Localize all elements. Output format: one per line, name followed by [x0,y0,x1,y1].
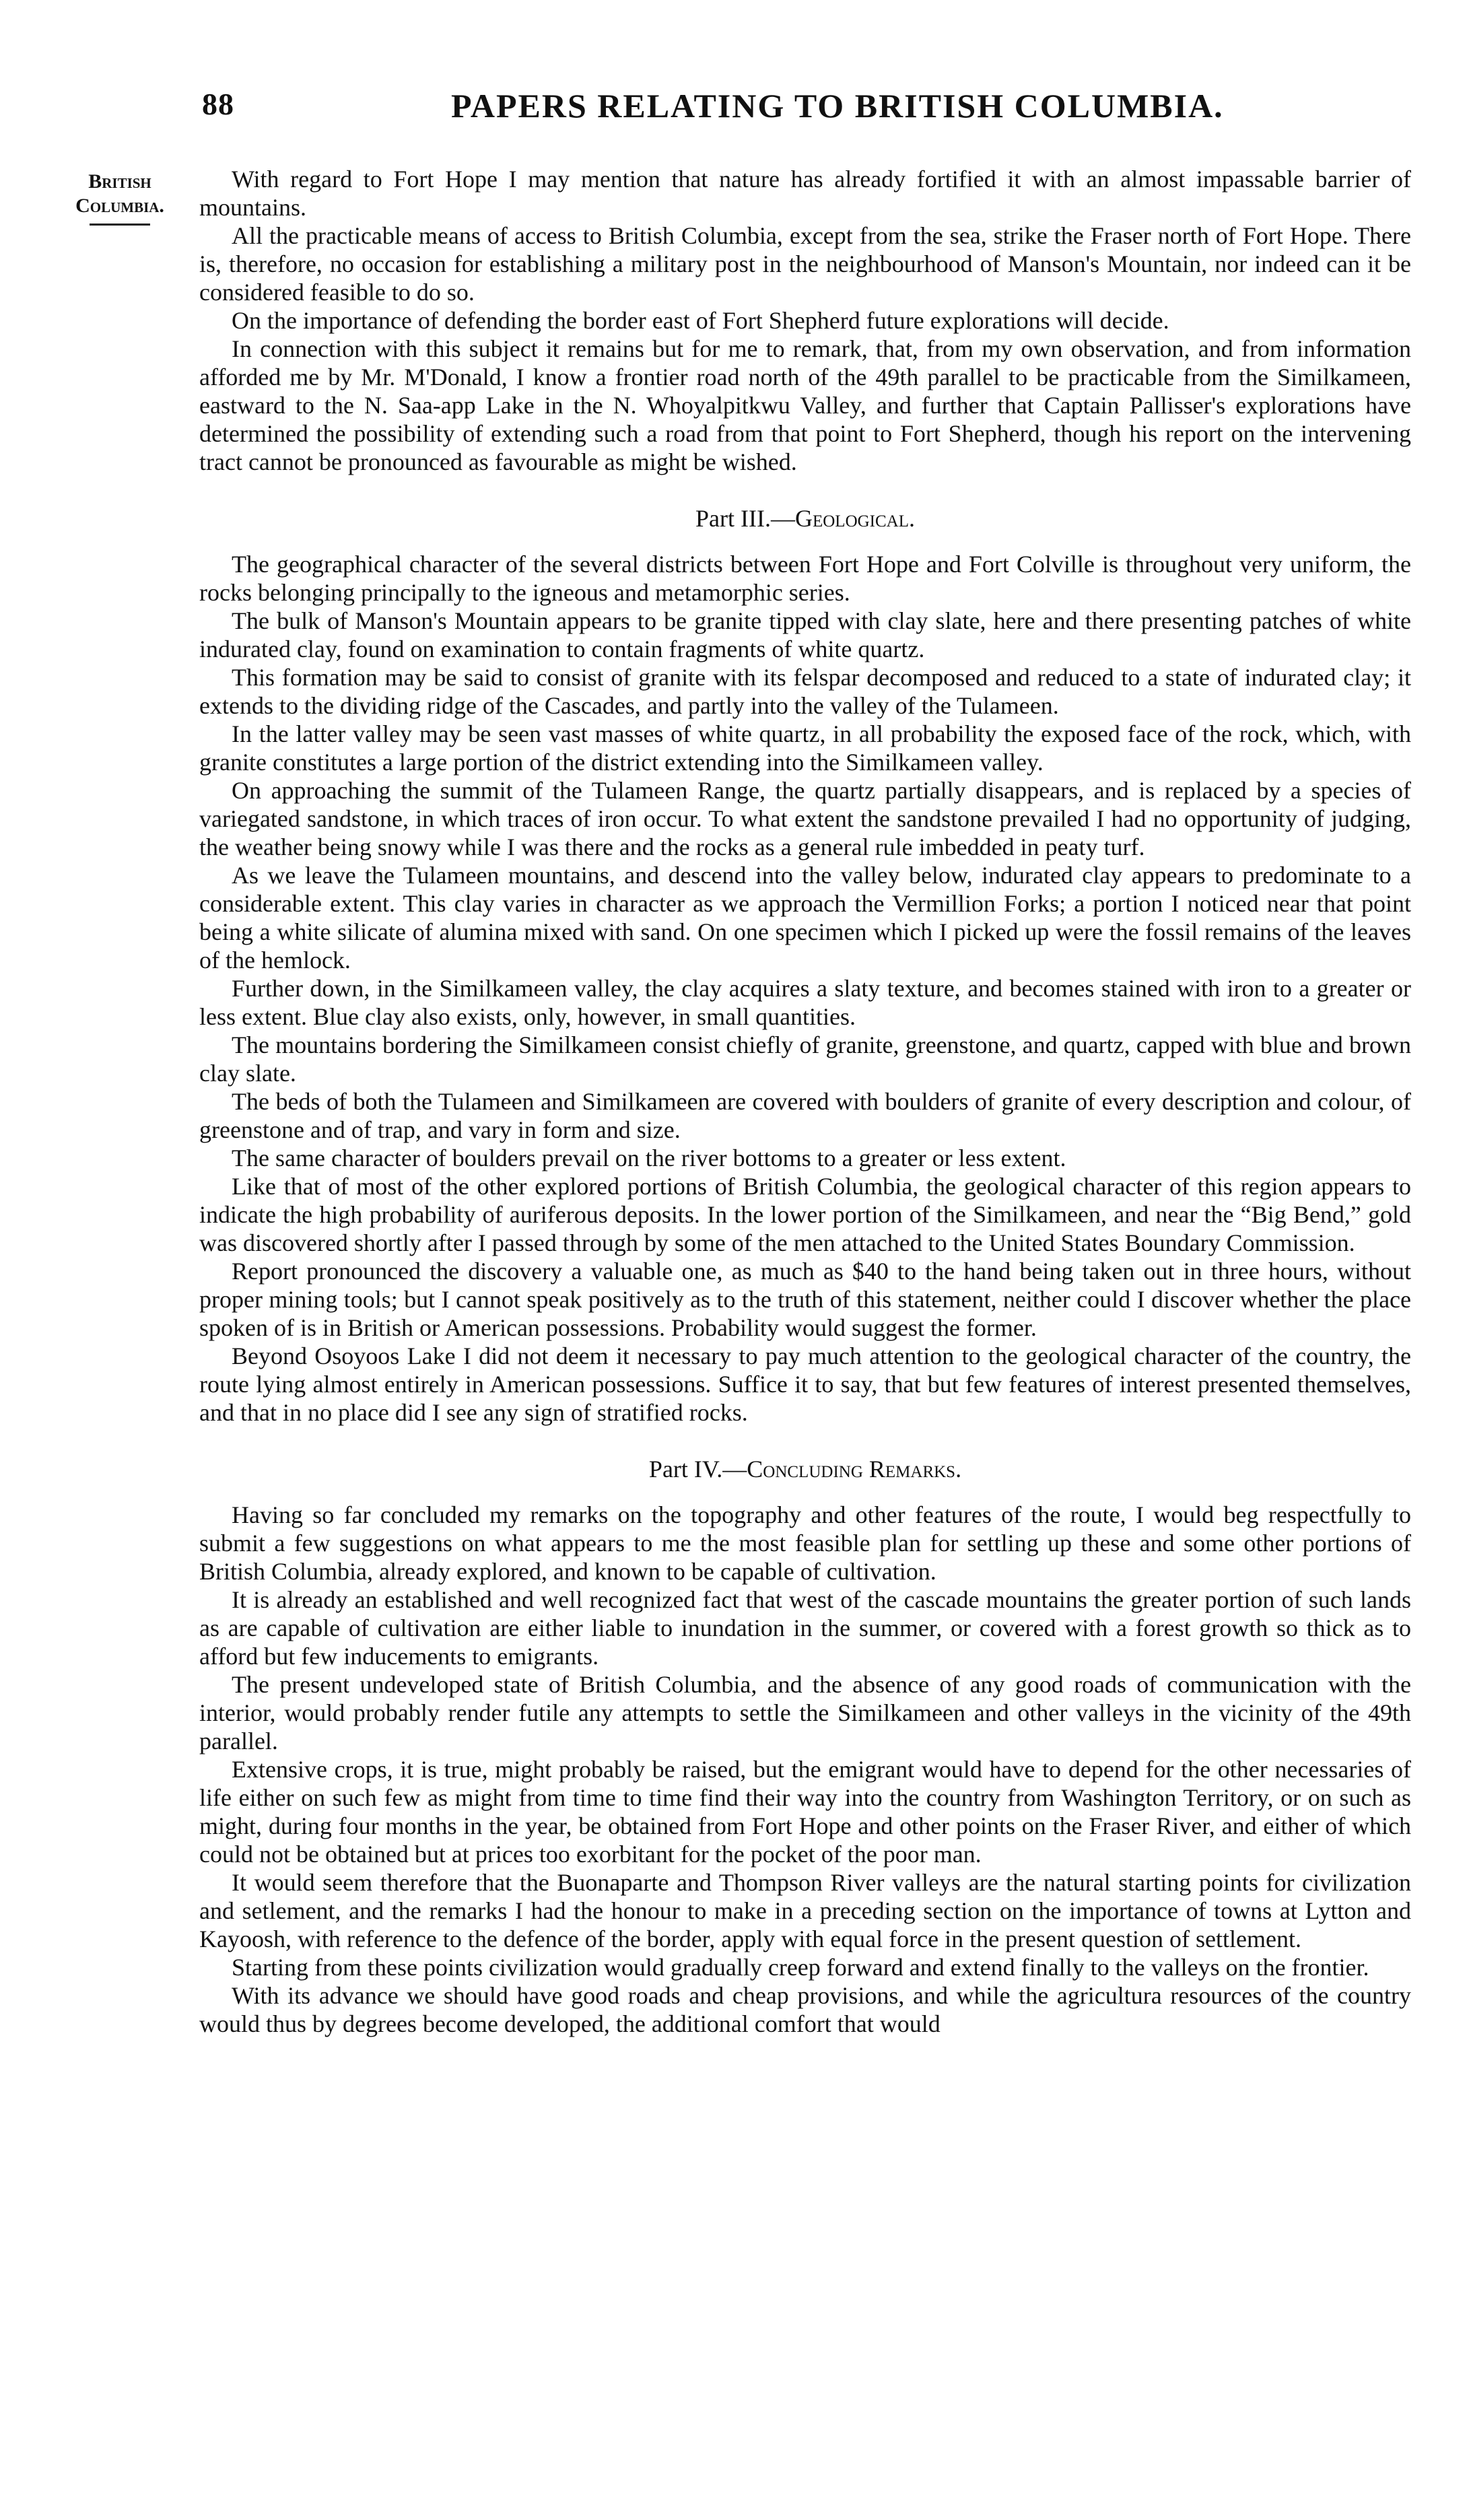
paragraph: It is already an established and well recognized fact that west of the cascade mountains the greater portion of such lands as are capable of cultivation are either liable to inundation in the summer, or covered with a forest growth so thick as to afford but few inducements to emigrants. [199,1586,1411,1670]
page-header [202,86,1414,140]
paragraph: It would seem therefore that the Buonaparte and Thompson River valleys are the natural starting points for civilization and setlement, and the remarks I had the honour to make in a preceding section on the importance of towns at Lytton and Kayoosh, with reference to the defence of the border, apply with equal force in the present question of settlement. [199,1869,1411,1952]
paragraph: Having so far concluded my remarks on the topography and other features of the route, I would beg respectfully to submit a few suggestions on what appears to me the most feasible plan for settling up these and some other portions of British Columbia, already explored, and known to be capable of cultivation. [199,1501,1411,1585]
paragraph: Report pronounced the discovery a valuable one, as much as $40 to the hand being taken out in three hours, without proper mining tools; but I cannot speak positively as to the truth of this statement, neither could I discover whether the place spoken of is in British or American possessions. Probability would suggest the former. [199,1258,1411,1341]
part-3-heading-title: Geological. [794,505,915,532]
paragraph: Like that of most of the other explored portions of British Columbia, the geological character of this region appears to indicate the high probability of auriferous deposits. In the lower portion of the Similkameen, and near the “Big Bend,” gold was discovered shortly after I passed through by some of the men attached to the United States Boundary Commission. [199,1173,1411,1256]
paragraph: As we leave the Tulameen mountains, and descend into the valley below, indurated clay appears to predominate to a considerable extent. This clay varies in character as we approach the Vermillion Forks; a portion I noticed near that point being a white silicate of alumina mixed with sand. On one specimen which I picked up were the fossil remains of the leaves of the hemlock. [199,862,1411,974]
paragraph: The same character of boulders prevail on the river bottoms to a greater or less extent. [232,1145,1066,1171]
margin-note-line-1: British [88,170,151,193]
part-4-heading-title: Concluding Remarks. [747,1456,962,1483]
paragraph: The mountains bordering the Similkameen consist chiefly of granite, greenstone, and quartz, capped with blue and brown clay slate. [199,1031,1411,1087]
paragraph: In connection with this subject it remains but for me to remark, that, from my own observation, and from information afforded me by Mr. M'Donald, I know a frontier road north of the 49th parallel to be practicable from the Similkameen, eastward to the N. Saa-app Lake in the N. Whoyalpitkwu Valley, and further that Captain Pallisser's explorations have determined the possibility of extending such a road from that point to Fort Shepherd, though his report on the intervening tract cannot be pronounced as favourable as might be wished. [199,335,1411,475]
paragraph: With its advance we should have good roads and cheap provisions, and while the agricultura resources of the country would thus by degrees become developed, the additional comfort that would [199,1982,1411,2037]
paragraph: Extensive crops, it is true, might probably be raised, but the emigrant would have to depend for the other necessaries of life either on such few as might from time to time find their way into the country from Washington Territory, or on such as might, during four months in the year, be obtained from Fort Hope and other points on the Fraser River, and either of which could not be obtained but at prices too exorbitant for the pocket of the poor man. [199,1756,1411,1868]
part-3-section [199,550,1411,1427]
paragraph: Beyond Osoyoos Lake I did not deem it necessary to pay much attention to the geological character of the country, the route lying almost entirely in American possessions. Suffice it to say, that but few features of interest presented themselves, and that in no place did I see any sign of stratified rocks. [199,1342,1411,1426]
part-4-heading [199,1455,1411,1483]
paragraph: With regard to Fort Hope I may mention that nature has already fortified it with an almost impassable barrier of mountains. [199,166,1411,221]
part-3-heading [199,504,1411,533]
paragraph: On approaching the summit of the Tulameen Range, the quartz partially disappears, and is replaced by a species of variegated sandstone, in which traces of iron occur. To what extent the sandstone prevailed I had no opportunity of judging, the weather being snowy while I was there and the rocks as a general rule imbedded in peaty turf. [199,777,1411,860]
page-number: 88 [202,87,234,121]
body-text [199,165,1411,2038]
paragraph: Further down, in the Similkameen valley, the clay acquires a slaty texture, and becomes stained with iron to a greater or less extent. Blue clay also exists, only, however, in small quantities. [199,975,1411,1030]
paragraph: On the importance of defending the border east of Fort Shepherd future explorations will decide. [232,307,1169,334]
paragraph: The beds of both the Tulameen and Similkameen are covered with boulders of granite of every description and colour, of greenstone and of trap, and vary in form and size. [199,1088,1411,1143]
paragraph: The bulk of Manson's Mountain appears to be granite tipped with clay slate, here and there presenting patches of white indurated clay, found on examination to contain fragments of white quartz. [199,607,1411,662]
margin-note-rule [90,224,150,226]
part-4-heading-prefix: Part IV.— [648,1456,747,1483]
paragraph: All the practicable means of access to British Columbia, except from the sea, strike the Fraser north of Fort Hope. There is, therefore, no occasion for establishing a military post in the neighbourhood of Manson's Mountain, nor indeed can it be considered feasible to do so. [199,222,1411,306]
part-1-section [199,165,1411,476]
paragraph: The geographical character of the several districts between Fort Hope and Fort Colville is throughout very uniform, the rocks belonging principally to the igneous and metamorphic series. [199,551,1411,606]
paragraph: The present undeveloped state of British Columbia, and the absence of any good roads of communication with the interior, would probably render futile any attempts to settle the Similkameen and other valleys in the vicinity of the 49th parallel. [199,1671,1411,1755]
paragraph: In the latter valley may be seen vast masses of white quartz, in all probability the exposed face of the rock, which, with granite constitutes a large portion of the district extending into the Similkameen valley. [199,720,1411,776]
part-3-heading-prefix: Part III.— [695,505,795,532]
margin-note-line-2: Columbia. [75,195,164,217]
margin-note [53,170,187,226]
paragraph: Starting from these points civilization would gradually creep forward and extend finally to the valleys on the frontier. [232,1954,1369,1981]
running-title: PAPERS RELATING TO BRITISH COLUMBIA. [451,87,1224,125]
paragraph: This formation may be said to consist of granite with its felspar decomposed and reduced to a state of indurated clay; it extends to the dividing ridge of the Cascades, and partly into the valley of the Tulameen. [199,664,1411,719]
part-4-section [199,1501,1411,2038]
